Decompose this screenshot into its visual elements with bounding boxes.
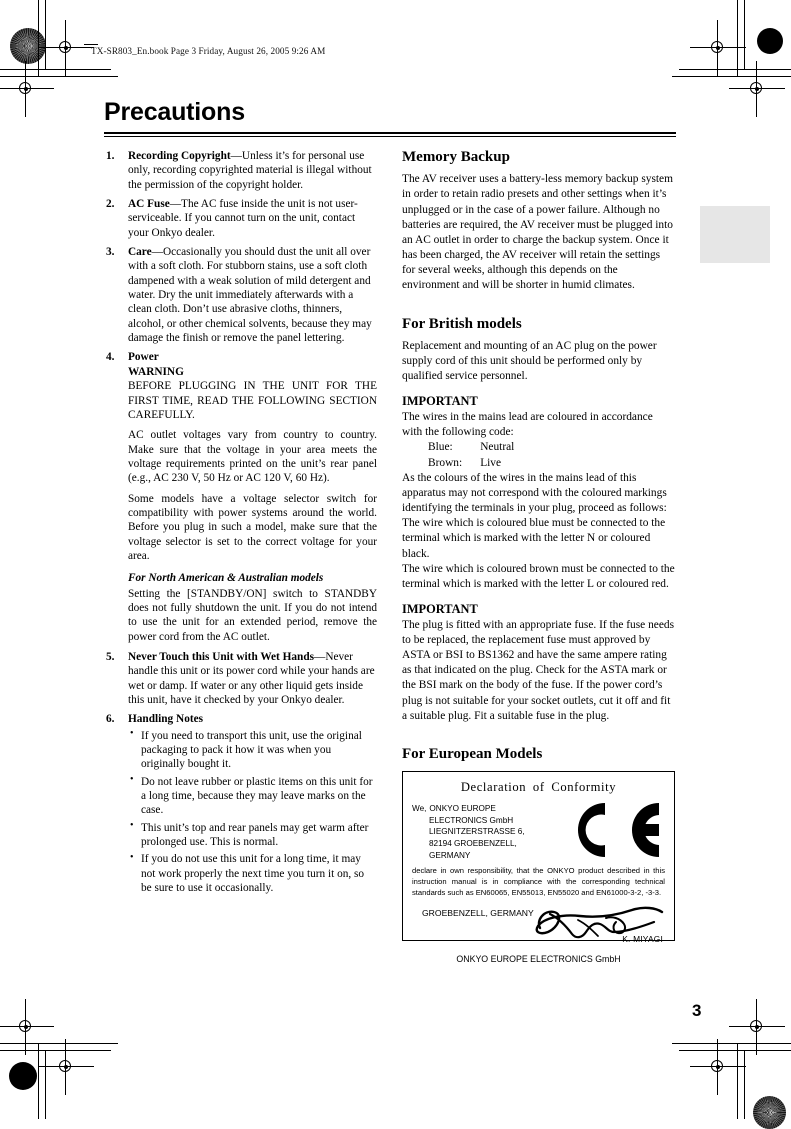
registration-crosshair-right-upper — [742, 74, 772, 104]
wire-colour-code-table — [428, 440, 532, 470]
declaration-place: GROEBENZELL, GERMANY — [422, 908, 534, 919]
precautions-list — [104, 149, 377, 896]
memory-backup-heading: Memory Backup — [402, 149, 510, 165]
two-column-layout — [104, 149, 676, 965]
item-body-text: —Occasionally you should dust the unit all over with a soft cloth. For stubborn stains, use a soft cloth dampened with a weak solution of mild detergent and water. Dry the unit immediately afterwards with a clean cloth. Don’t use abrasive cloths, thinners, alcohol, or other chemical solvents, because they may damage the finish or remove the panel lettering. — [128, 246, 372, 345]
crop-mark-bottom-right-vertical — [737, 1043, 738, 1119]
item-lead-label: Care — [128, 246, 152, 259]
crop-mark-bottom-left-vertical-2 — [45, 1050, 46, 1119]
warning-label: WARNING — [128, 365, 184, 378]
table-row — [428, 440, 532, 455]
north-american-australian-subheading: For North American & Australian models — [128, 572, 324, 585]
declaration-footer-company: ONKYO EUROPE ELECTRONICS GmbH — [456, 954, 621, 965]
registration-crosshair-top-right — [703, 33, 733, 63]
declaration-signatory-name: K. MIYAGI — [622, 934, 663, 945]
brown-wire-rule: The wire which is coloured brown must be connected to the terminal which is marked with the letter L or coloured red. — [402, 562, 675, 590]
blue-wire-rule: The wire which is coloured blue must be connected to the terminal which is marked with the letter N or coloured black. — [402, 517, 666, 560]
page-number: 3 — [692, 1001, 702, 1020]
registration-crosshair-left-upper — [11, 74, 41, 104]
list-item — [104, 650, 377, 707]
power-paragraph-1: AC outlet voltages vary from country to country. Make sure that the voltage in your area meets the voltage requirements printed on the unit’s rear panel (e.g., AC 230 V, 50 Hz or AC 120 V, 60 Hz). — [128, 429, 377, 485]
slug-rule — [84, 44, 98, 45]
book-header-slug: TX-SR803_En.book Page 3 Friday, August 26, 2005 9:26 AM — [91, 46, 326, 56]
list-item-power — [104, 350, 377, 644]
crop-mark-bottom-right-horizontal — [672, 1043, 791, 1044]
important-heading-2: IMPORTANT — [402, 601, 478, 616]
after-table-paragraph: As the colours of the wires in the mains lead of this apparatus may not correspond with the coloured markings identifying the terminals in your plug, proceed as follows: — [402, 471, 667, 515]
item-lead-label: Never Touch this Unit with Wet Hands — [128, 651, 315, 663]
registration-crosshair-left-lower — [11, 1012, 41, 1042]
bullet-item: • If you need to transport this unit, use the original packaging to pack it how it was when you originally bought it. — [128, 729, 377, 772]
registration-crosshair-bottom-right — [703, 1052, 733, 1082]
crop-mark-top-right-horizontal — [672, 76, 791, 77]
declaration-signature-row — [412, 908, 665, 945]
right-column — [402, 149, 675, 965]
crop-mark-bottom-left-vertical — [38, 1043, 39, 1119]
list-item — [104, 197, 377, 240]
registration-solid-circle-top-right — [757, 28, 783, 54]
item-body-text: —Unless it’s for personal use only, recording copyrighted material is illegal without the permission of the copyright holder. — [128, 150, 372, 191]
item-lead-label: Power — [128, 351, 159, 364]
declaration-header-row — [412, 803, 665, 861]
company-line-1: ONKYO EUROPE — [429, 804, 496, 814]
declaration-address-block — [412, 803, 562, 861]
registration-crosshair-right-lower — [742, 1012, 772, 1042]
for-british-models-heading: For British models — [402, 315, 522, 332]
table-row — [428, 456, 532, 471]
power-paragraph-2: Some models have a voltage selector switch for compatibility with power systems around the world. Before you plug in such a model, make sure that the voltage selector is set to the correct voltage for your area. — [128, 492, 377, 562]
declaration-we-label: We, — [412, 804, 427, 814]
list-item — [104, 245, 377, 345]
item-lead-label: Recording Copyright — [128, 150, 231, 162]
company-line-5: GERMANY — [429, 850, 471, 860]
crop-mark-top-right-horizontal-2 — [679, 69, 791, 70]
wire-colour: Blue: — [428, 441, 453, 454]
left-column — [104, 149, 377, 901]
item-body-text: —The AC fuse inside the unit is not user-serviceable. If you cannot turn on the unit, contact your Onkyo dealer. — [128, 198, 358, 239]
registration-solid-circle-bottom-left — [9, 1062, 37, 1090]
british-intro-paragraph: Replacement and mounting of an AC plug on the power supply cord of this unit should be performed only by qualified service personnel. — [402, 339, 657, 383]
registration-crosshair-top-left — [51, 33, 81, 63]
item-body-text: —Never handle this unit or its power cord while your hands are wet or damp. If water or any other liquid gets inside this unit, have it checked by your Onkyo dealer. — [128, 651, 375, 707]
list-item-handling-notes — [104, 712, 377, 895]
item-lead-label: Handling Notes — [128, 713, 204, 726]
declaration-of-conformity-box — [402, 771, 675, 965]
crop-mark-top-left-vertical — [38, 0, 39, 76]
important-heading-1: IMPORTANT — [402, 394, 478, 409]
margin-tab-marker — [700, 206, 770, 263]
bullet-item: • Do not leave rubber or plastic items on this unit for a long time, because they may leave marks on the case. — [128, 775, 377, 818]
bullet-item: • This unit’s top and rear panels may get warm after prolonged use. This is normal. — [128, 821, 377, 850]
memory-backup-body: The AV receiver uses a battery-less memory backup system in order to retain radio presets and other settings when it’s unplugged or in the case of a power failure. Although no batteries are required, the AV receiver must be plugged into an AC outlet in order to charge the backup system. Once it has been charged, the AV receiver will retain the settings for several weeks, although this depends on the environment and will be shorter in humid climates. — [402, 173, 673, 292]
crop-mark-top-left-horizontal-2 — [0, 69, 111, 70]
power-paragraph-3: Setting the [STANDBY/ON] switch to STANDBY does not fully shutdown the unit. If you do not intend to use the unit for an extended period, remove the power cord from the AC outlet. — [128, 587, 377, 643]
registration-crosshair-bottom-left — [51, 1052, 81, 1082]
registration-halftone-circle-bottom-right — [753, 1096, 786, 1129]
wire-colour: Brown: — [428, 456, 463, 469]
warning-caps-text: BEFORE PLUGGING IN THE UNIT FOR THE FIRST TIME, READ THE FOLLOWING SECTION CAREFULLY. — [128, 380, 377, 421]
registration-halftone-circle-top-left — [10, 28, 46, 64]
company-line-4: 82194 GROEBENZELL, — [429, 839, 517, 849]
page-content — [104, 98, 676, 965]
company-line-3: LIEGNITZERSTRASSE 6, — [429, 827, 525, 837]
item-lead-label: AC Fuse — [128, 198, 170, 211]
page-title: Precautions — [104, 98, 245, 126]
ce-mark-icon — [565, 799, 663, 861]
handling-notes-bullets — [128, 729, 377, 896]
company-line-2: ELECTRONICS GmbH — [429, 815, 514, 825]
important-2-body: The plug is fitted with an appropriate fuse. If the fuse needs to be replaced, the replacement fuse must approved by ASTA or BSI to BS1362 and have the same ampere rating as that indicated on the plug. Check for the ASTA mark or the BSI mark on the body of the fuse. If the power cord’s plug is not suitable for your socket outlets, cut it off and fit a suitable plug. Fit a suitable fuse in the plug. — [402, 618, 675, 722]
crop-mark-bottom-left-horizontal — [0, 1043, 118, 1044]
declaration-statement: declare in own responsibility, that the ONKYO product described in this instruction manual is in compliance with the corresponding technical standards such as EN60065, EN55013, EN55020 and EN61000-3-2, -3-3. — [412, 866, 665, 898]
crop-mark-bottom-right-vertical-2 — [744, 1050, 745, 1119]
crop-mark-top-left-vertical-2 — [45, 0, 46, 69]
bullet-item: • If you do not use this unit for a long time, it may not work properly the next time you turn it on, so be sure to use it occasionally. — [128, 852, 377, 895]
crop-mark-top-right-vertical-2 — [737, 0, 738, 76]
title-rule — [104, 132, 676, 137]
wire-function: Live — [480, 456, 502, 469]
declaration-title: Declaration of Conformity — [460, 780, 617, 795]
signature-area — [534, 908, 665, 945]
ce-mark-container — [562, 799, 665, 861]
list-item — [104, 149, 377, 192]
wire-function: Neutral — [480, 441, 515, 454]
crop-mark-top-right-vertical — [744, 0, 745, 69]
crop-mark-bottom-right-horizontal-2 — [679, 1050, 791, 1051]
for-european-models-heading: For European Models — [402, 745, 543, 762]
important-1-body: The wires in the mains lead are coloured in accordance with the following code: — [402, 411, 653, 439]
